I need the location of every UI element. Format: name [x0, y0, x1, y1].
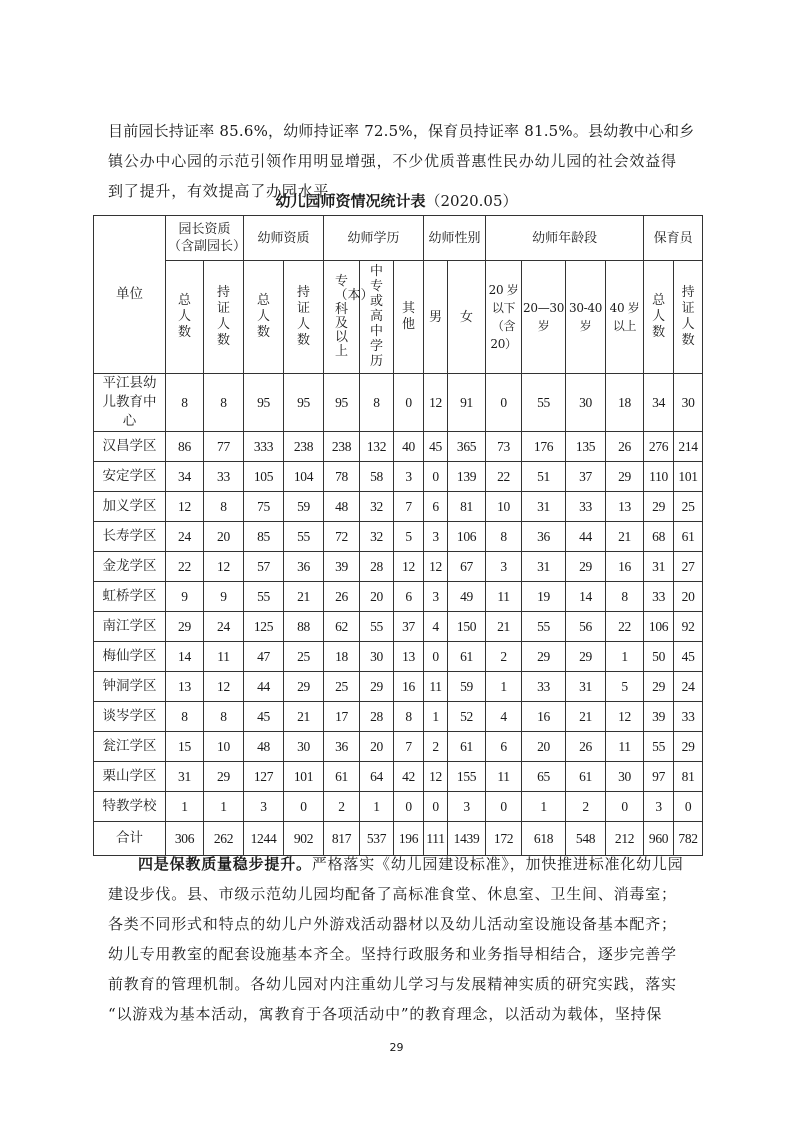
cell-value: 6: [486, 732, 522, 762]
cell-value: 45: [674, 642, 703, 672]
cell-value: 24: [166, 522, 204, 552]
cell-unit: 钟洞学区: [94, 672, 166, 702]
cell-unit: 长寿学区: [94, 522, 166, 552]
cell-value: 11: [486, 762, 522, 792]
table-caption: [0, 190, 793, 212]
cell-value: 58: [360, 462, 394, 492]
table-row: [94, 492, 703, 522]
cell-value: 55: [244, 582, 284, 612]
cell-value: 29: [644, 672, 674, 702]
cell-value: 91: [448, 374, 486, 432]
cell-value: 1439: [448, 822, 486, 856]
table-row: [94, 792, 703, 822]
header-teacher-qualification: 幼师资质: [244, 216, 324, 261]
cell-value: 72: [324, 522, 360, 552]
text-line: 幼儿专用教室的配套设施基本齐全。坚持行政服务和业务指导相结合，逐步完善学: [108, 945, 677, 963]
cell-value: 29: [674, 732, 703, 762]
cell-value: 618: [522, 822, 566, 856]
cell-value: 25: [674, 492, 703, 522]
cell-value: 29: [566, 642, 606, 672]
cell-value: 67: [448, 552, 486, 582]
cell-value: 0: [424, 792, 448, 822]
cell-value: 29: [522, 642, 566, 672]
cell-value: 21: [486, 612, 522, 642]
cell-value: 88: [284, 612, 324, 642]
header-unit: 单位: [94, 216, 166, 374]
cell-value: 262: [204, 822, 244, 856]
cell-value: 902: [284, 822, 324, 856]
cell-value: 8: [606, 582, 644, 612]
cell-value: 3: [448, 792, 486, 822]
cell-unit: 安定学区: [94, 462, 166, 492]
cell-value: 1: [606, 642, 644, 672]
cell-value: 61: [324, 762, 360, 792]
cell-value: 30: [566, 374, 606, 432]
cell-value: 11: [606, 732, 644, 762]
subheader-caregiver-certified: 持证人数: [674, 261, 703, 374]
cell-value: 125: [244, 612, 284, 642]
subheader-other: 其他: [394, 261, 424, 374]
cell-value: 26: [566, 732, 606, 762]
cell-value: 39: [324, 552, 360, 582]
cell-value: 11: [486, 582, 522, 612]
quality-paragraph: [108, 849, 698, 1029]
subheader-college: 专（本）科及以上: [324, 261, 360, 374]
cell-value: 61: [674, 522, 703, 552]
cell-value: 101: [284, 762, 324, 792]
cell-value: 36: [522, 522, 566, 552]
cell-value: 333: [244, 432, 284, 462]
cell-value: 0: [486, 792, 522, 822]
cell-value: 61: [448, 642, 486, 672]
cell-value: 4: [486, 702, 522, 732]
cell-value: 78: [324, 462, 360, 492]
cell-value: 39: [644, 702, 674, 732]
cell-value: 12: [204, 552, 244, 582]
cell-value: 10: [486, 492, 522, 522]
cell-value: 95: [324, 374, 360, 432]
cell-value: 0: [674, 792, 703, 822]
cell-value: 24: [674, 672, 703, 702]
header-age: 幼师年龄段: [486, 216, 644, 261]
cell-value: 40: [394, 432, 424, 462]
header-principal: 园长资质（含副园长）: [166, 216, 244, 261]
cell-value: 101: [674, 462, 703, 492]
cell-value: 31: [166, 762, 204, 792]
cell-unit: 瓮江学区: [94, 732, 166, 762]
cell-value: 212: [606, 822, 644, 856]
cell-value: 9: [166, 582, 204, 612]
cell-value: 8: [486, 522, 522, 552]
cell-value: 1244: [244, 822, 284, 856]
cell-value: 3: [644, 792, 674, 822]
cell-value: 36: [284, 552, 324, 582]
cell-value: 21: [606, 522, 644, 552]
cell-value: 3: [394, 462, 424, 492]
cell-value: 64: [360, 762, 394, 792]
cell-value: 25: [324, 672, 360, 702]
cell-value: 14: [566, 582, 606, 612]
cell-value: 31: [644, 552, 674, 582]
cell-value: 0: [424, 642, 448, 672]
table-row: [94, 374, 703, 432]
text-line: 目前园长持证率 85.6%，幼师持证率 72.5%，保育员持证率 81.5%。县幼教中心和乡: [108, 122, 695, 140]
cell-value: 21: [284, 702, 324, 732]
paragraph-lead-rest: 严格落实《幼儿园建设标准》，加快推进标准化幼儿园: [311, 855, 684, 873]
table-row: [94, 552, 703, 582]
cell-value: 42: [394, 762, 424, 792]
cell-value: 12: [394, 552, 424, 582]
cell-value: 8: [166, 702, 204, 732]
cell-value: 5: [394, 522, 424, 552]
cell-value: 28: [360, 552, 394, 582]
cell-value: 139: [448, 462, 486, 492]
cell-value: 8: [204, 374, 244, 432]
table-row: [94, 432, 703, 462]
cell-value: 95: [244, 374, 284, 432]
cell-value: 150: [448, 612, 486, 642]
cell-value: 20: [204, 522, 244, 552]
cell-value: 18: [606, 374, 644, 432]
cell-value: 3: [486, 552, 522, 582]
cell-value: 3: [244, 792, 284, 822]
cell-value: 85: [244, 522, 284, 552]
cell-value: 1: [424, 702, 448, 732]
subheader-age-under-20: 20 岁 以下 （含 20）: [486, 261, 522, 374]
cell-value: 196: [394, 822, 424, 856]
cell-value: 12: [424, 374, 448, 432]
cell-value: 33: [522, 672, 566, 702]
cell-value: 31: [522, 552, 566, 582]
cell-value: 12: [424, 552, 448, 582]
paragraph-lead: 四是保教质量稳步提升。: [138, 855, 312, 873]
cell-value: 77: [204, 432, 244, 462]
cell-value: 238: [324, 432, 360, 462]
subheader-age-20-30: 20—30 岁: [522, 261, 566, 374]
subheader-age-30-40: 30-40 岁: [566, 261, 606, 374]
cell-value: 22: [166, 552, 204, 582]
cell-value: 55: [522, 374, 566, 432]
cell-value: 782: [674, 822, 703, 856]
table-row: [94, 672, 703, 702]
cell-value: 44: [566, 522, 606, 552]
cell-value: 55: [284, 522, 324, 552]
cell-value: 21: [566, 702, 606, 732]
cell-value: 105: [244, 462, 284, 492]
table-row: [94, 612, 703, 642]
subheader-principal-certified: 持证人数: [204, 261, 244, 374]
cell-value: 45: [424, 432, 448, 462]
cell-value: 26: [324, 582, 360, 612]
cell-value: 33: [204, 462, 244, 492]
cell-value: 110: [644, 462, 674, 492]
cell-value: 1: [360, 792, 394, 822]
cell-value: 0: [394, 374, 424, 432]
cell-value: 8: [394, 702, 424, 732]
cell-value: 28: [360, 702, 394, 732]
cell-value: 29: [204, 762, 244, 792]
cell-value: 176: [522, 432, 566, 462]
cell-value: 86: [166, 432, 204, 462]
subheader-caregiver-total: 总人数: [644, 261, 674, 374]
cell-value: 34: [644, 374, 674, 432]
cell-value: 306: [166, 822, 204, 856]
cell-value: 276: [644, 432, 674, 462]
cell-value: 172: [486, 822, 522, 856]
cell-value: 8: [204, 492, 244, 522]
cell-value: 75: [244, 492, 284, 522]
cell-value: 33: [644, 582, 674, 612]
cell-value: 155: [448, 762, 486, 792]
cell-value: 92: [674, 612, 703, 642]
cell-value: 32: [360, 492, 394, 522]
cell-value: 56: [566, 612, 606, 642]
subheader-secondary: 中专或高中学历: [360, 261, 394, 374]
cell-value: 81: [674, 762, 703, 792]
cell-value: 1: [204, 792, 244, 822]
cell-value: 214: [674, 432, 703, 462]
subheader-teacher-certified: 持证人数: [284, 261, 324, 374]
cell-value: 1: [486, 672, 522, 702]
text-line: 镇公办中心园的示范引领作用明显增强，不少优质普惠性民办幼儿园的社会效益得: [108, 152, 677, 170]
cell-value: 127: [244, 762, 284, 792]
cell-unit: 汉昌学区: [94, 432, 166, 462]
cell-value: 8: [204, 702, 244, 732]
cell-value: 44: [244, 672, 284, 702]
cell-value: 13: [394, 642, 424, 672]
cell-value: 33: [674, 702, 703, 732]
cell-value: 817: [324, 822, 360, 856]
cell-value: 29: [284, 672, 324, 702]
cell-value: 48: [324, 492, 360, 522]
subheader-age-40-plus: 40 岁 以上: [606, 261, 644, 374]
table-caption-title: 幼儿园师资情况统计表: [275, 192, 426, 210]
cell-value: 59: [448, 672, 486, 702]
cell-unit: 特教学校: [94, 792, 166, 822]
table-row: [94, 702, 703, 732]
cell-value: 29: [166, 612, 204, 642]
cell-value: 19: [522, 582, 566, 612]
cell-value: 365: [448, 432, 486, 462]
cell-value: 48: [244, 732, 284, 762]
cell-value: 20: [674, 582, 703, 612]
table-row: [94, 522, 703, 552]
cell-value: 30: [360, 642, 394, 672]
staff-statistics-table: [93, 215, 703, 856]
cell-value: 12: [606, 702, 644, 732]
cell-value: 0: [394, 792, 424, 822]
cell-value: 11: [424, 672, 448, 702]
cell-value: 62: [324, 612, 360, 642]
cell-value: 55: [360, 612, 394, 642]
cell-value: 49: [448, 582, 486, 612]
cell-value: 59: [284, 492, 324, 522]
subheader-female: 女: [448, 261, 486, 374]
cell-value: 57: [244, 552, 284, 582]
cell-value: 30: [284, 732, 324, 762]
cell-value: 50: [644, 642, 674, 672]
cell-value: 7: [394, 732, 424, 762]
cell-value: 55: [522, 612, 566, 642]
cell-value: 81: [448, 492, 486, 522]
cell-value: 16: [394, 672, 424, 702]
cell-value: 2: [486, 642, 522, 672]
header-gender: 幼师性别: [424, 216, 486, 261]
cell-value: 16: [606, 552, 644, 582]
table-row: [94, 462, 703, 492]
table-row: [94, 762, 703, 792]
cell-value: 238: [284, 432, 324, 462]
table-row: [94, 732, 703, 762]
cell-value: 2: [324, 792, 360, 822]
subheader-teacher-total: 总人数: [244, 261, 284, 374]
cell-value: 3: [424, 582, 448, 612]
cell-value: 20: [360, 732, 394, 762]
subheader-principal-total: 总人数: [166, 261, 204, 374]
cell-value: 537: [360, 822, 394, 856]
cell-value: 95: [284, 374, 324, 432]
text-line: “以游戏为基本活动，寓教育于各项活动中”的教育理念，以活动为载体，坚持保: [108, 1005, 663, 1023]
cell-value: 36: [324, 732, 360, 762]
cell-value: 20: [360, 582, 394, 612]
cell-value: 12: [204, 672, 244, 702]
cell-unit: 金龙学区: [94, 552, 166, 582]
cell-value: 11: [204, 642, 244, 672]
table-row: [94, 642, 703, 672]
cell-unit: 栗山学区: [94, 762, 166, 792]
cell-value: 52: [448, 702, 486, 732]
cell-value: 2: [566, 792, 606, 822]
text-line: 到了提升，有效提高了办园水平。: [108, 182, 346, 200]
cell-value: 20: [522, 732, 566, 762]
cell-value: 9: [204, 582, 244, 612]
cell-value: 12: [166, 492, 204, 522]
cell-value: 22: [606, 612, 644, 642]
table-caption-date: （2020.05）: [425, 192, 518, 210]
cell-value: 37: [566, 462, 606, 492]
table-row: [94, 582, 703, 612]
table-body: [94, 374, 703, 856]
cell-value: 65: [522, 762, 566, 792]
cell-value: 51: [522, 462, 566, 492]
cell-value: 18: [324, 642, 360, 672]
cell-value: 25: [284, 642, 324, 672]
cell-value: 29: [360, 672, 394, 702]
cell-value: 8: [360, 374, 394, 432]
text-line: 各类不同形式和特点的幼儿户外游戏活动器材以及幼儿活动室设施设备基本配齐；: [108, 915, 677, 933]
cell-unit: 虹桥学区: [94, 582, 166, 612]
header-education: 幼师学历: [324, 216, 424, 261]
cell-unit: 合计: [94, 822, 166, 856]
cell-value: 22: [486, 462, 522, 492]
cell-value: 33: [566, 492, 606, 522]
cell-value: 12: [424, 762, 448, 792]
cell-unit: 南江学区: [94, 612, 166, 642]
cell-value: 0: [424, 462, 448, 492]
cell-value: 29: [644, 492, 674, 522]
cell-unit: 梅仙学区: [94, 642, 166, 672]
cell-value: 21: [284, 582, 324, 612]
cell-value: 1: [522, 792, 566, 822]
cell-value: 47: [244, 642, 284, 672]
cell-value: 13: [606, 492, 644, 522]
text-line: 前教育的管理机制。各幼儿园对内注重幼儿学习与发展精神实质的研究实践，落实: [108, 975, 677, 993]
cell-value: 14: [166, 642, 204, 672]
cell-value: 61: [566, 762, 606, 792]
cell-value: 13: [166, 672, 204, 702]
cell-value: 26: [606, 432, 644, 462]
cell-value: 30: [674, 374, 703, 432]
cell-value: 73: [486, 432, 522, 462]
cell-value: 6: [424, 492, 448, 522]
cell-value: 31: [522, 492, 566, 522]
cell-value: 3: [424, 522, 448, 552]
cell-unit: 加义学区: [94, 492, 166, 522]
cell-value: 104: [284, 462, 324, 492]
cell-value: 2: [424, 732, 448, 762]
cell-value: 34: [166, 462, 204, 492]
cell-value: 106: [644, 612, 674, 642]
cell-value: 960: [644, 822, 674, 856]
cell-value: 30: [606, 762, 644, 792]
cell-value: 24: [204, 612, 244, 642]
cell-unit: 谈岑学区: [94, 702, 166, 732]
cell-value: 16: [522, 702, 566, 732]
page-number: 29: [389, 1041, 404, 1054]
cell-value: 106: [448, 522, 486, 552]
cell-value: 15: [166, 732, 204, 762]
cell-value: 29: [606, 462, 644, 492]
cell-value: 1: [166, 792, 204, 822]
cell-value: 0: [606, 792, 644, 822]
cell-value: 135: [566, 432, 606, 462]
cell-value: 27: [674, 552, 703, 582]
cell-value: 8: [166, 374, 204, 432]
cell-value: 61: [448, 732, 486, 762]
cell-value: 10: [204, 732, 244, 762]
cell-value: 29: [566, 552, 606, 582]
cell-value: 0: [486, 374, 522, 432]
cell-value: 132: [360, 432, 394, 462]
cell-value: 17: [324, 702, 360, 732]
cell-value: 6: [394, 582, 424, 612]
cell-value: 7: [394, 492, 424, 522]
cell-value: 4: [424, 612, 448, 642]
cell-value: 37: [394, 612, 424, 642]
text-line: [108, 849, 698, 879]
cell-value: 68: [644, 522, 674, 552]
cell-unit: 平江县幼儿教育中心: [94, 374, 166, 432]
cell-value: 32: [360, 522, 394, 552]
cell-value: 111: [424, 822, 448, 856]
cell-value: 55: [644, 732, 674, 762]
cell-value: 5: [606, 672, 644, 702]
header-caregiver: 保育员: [644, 216, 703, 261]
cell-value: 45: [244, 702, 284, 732]
cell-value: 0: [284, 792, 324, 822]
cell-value: 548: [566, 822, 606, 856]
cell-value: 97: [644, 762, 674, 792]
subheader-male: 男: [424, 261, 448, 374]
text-line: 建设步伐。县、市级示范幼儿园均配备了高标准食堂、休息室、卫生间、消毒室；: [108, 885, 677, 903]
cell-value: 31: [566, 672, 606, 702]
